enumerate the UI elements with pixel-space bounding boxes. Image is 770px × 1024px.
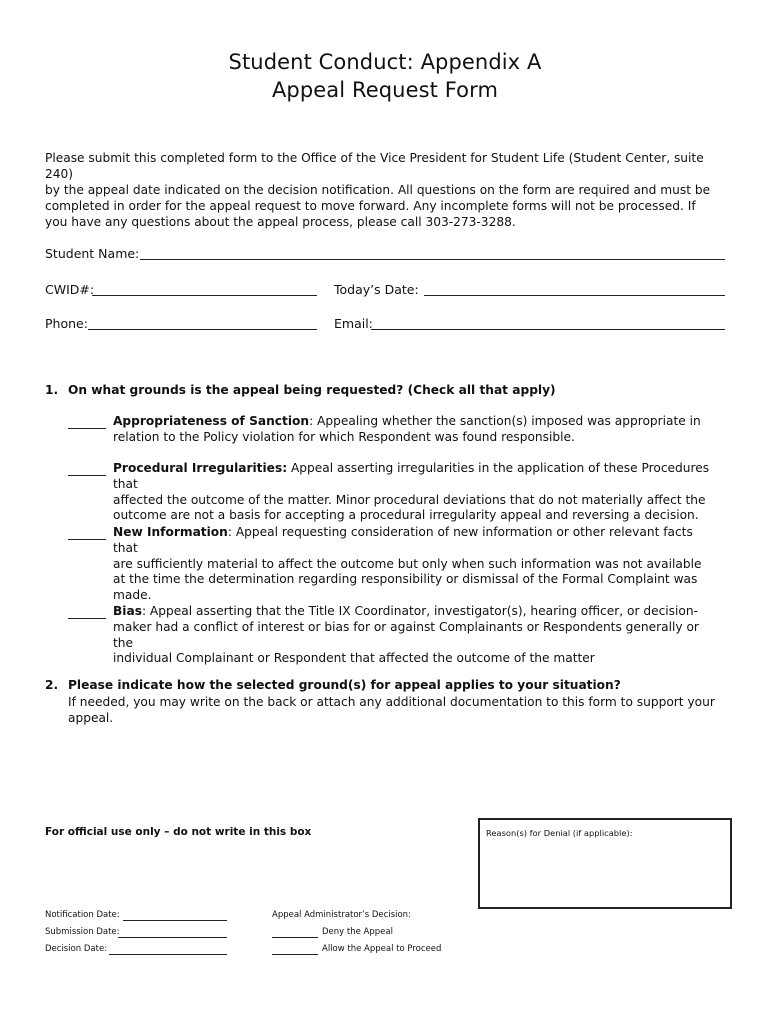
option-text: affected the outcome of the matter. Minor procedural deviations that do not materially affect the <box>113 492 706 507</box>
notification-date-label: Notification Date: <box>45 910 120 920</box>
question-1-text: On what grounds is the appeal being requested? (Check all that apply) <box>68 383 556 397</box>
deny-appeal-label: Deny the Appeal <box>322 927 393 937</box>
checkbox-blank-new-information[interactable] <box>68 539 106 540</box>
cwid-label: CWID#: <box>45 282 95 297</box>
option-text: individual Complainant or Respondent that affected the outcome of the matter <box>113 651 595 666</box>
checkbox-blank-sanction[interactable] <box>68 428 106 429</box>
option-appropriateness-of-sanction <box>113 414 713 446</box>
intro-line: completed in order for the appeal request to move forward. Any incomplete forms will not be processed. If <box>45 199 696 213</box>
official-use-heading: For official use only – do not write in this box <box>45 826 312 838</box>
intro-paragraph <box>45 150 735 230</box>
phone-label: Phone: <box>45 316 88 331</box>
student-name-label: Student Name: <box>45 246 140 261</box>
submission-date-field <box>118 937 227 938</box>
allow-checkbox-blank <box>272 954 318 955</box>
option-procedural-irregularities <box>113 461 713 524</box>
notification-date-field <box>123 920 227 921</box>
allow-appeal-label: Allow the Appeal to Proceed <box>322 944 442 954</box>
option-text: : Appealing whether the sanction(s) imposed was appropriate in <box>309 414 701 428</box>
intro-line: by the appeal date indicated on the decision notification. All questions on the form are required and must be <box>45 183 711 197</box>
option-text: maker had a conflict of interest or bias for or against Complainants or Respondents generally or the <box>113 619 699 650</box>
option-text: made. <box>113 588 152 603</box>
option-text: Appeal asserting irregularities in the application of these Procedures that <box>113 461 710 491</box>
option-text: : Appeal asserting that the Title IX Coordinator, investigator(s), hearing officer, or decision- <box>141 604 698 618</box>
denial-reason-box <box>478 818 732 909</box>
denial-reason-label: Reason(s) for Denial (if applicable): <box>486 828 633 838</box>
instruction-line: appeal. <box>68 711 114 725</box>
form-title-line1: Student Conduct: Appendix A <box>228 50 542 74</box>
option-new-information <box>113 525 713 604</box>
todays-date-field[interactable] <box>424 295 725 296</box>
decision-date-label: Decision Date: <box>45 944 108 954</box>
option-text: : Appeal requesting consideration of new information or other relevant facts that <box>113 525 693 555</box>
option-text: at the time the determination regarding responsibility or dismissal of the Formal Complaint was <box>113 572 698 587</box>
student-name-field[interactable] <box>140 259 725 260</box>
email-label: Email: <box>334 316 373 331</box>
option-bias <box>113 604 713 667</box>
cwid-field[interactable] <box>92 295 317 296</box>
todays-date-label: Today’s Date: <box>334 282 419 297</box>
admin-decision-label: Appeal Administrator’s Decision: <box>272 910 411 920</box>
option-label: New Information <box>113 525 228 539</box>
option-text: outcome are not a basis for accepting a procedural irregularity appeal and reversing a decision. <box>113 508 699 523</box>
form-title-line2: Appeal Request Form <box>271 78 499 102</box>
phone-field[interactable] <box>88 329 317 330</box>
option-label: Appropriateness of Sanction <box>113 414 310 428</box>
checkbox-blank-bias[interactable] <box>68 618 106 619</box>
question-2-number: 2. <box>45 678 59 692</box>
instruction-line: If needed, you may write on the back or attach any additional documentation to this form to support your <box>68 695 715 709</box>
submission-date-label: Submission Date: <box>45 927 120 937</box>
option-text: relation to the Policy violation for which Respondent was found responsible. <box>113 429 575 444</box>
question-2-instructions <box>68 694 728 726</box>
intro-line: Please submit this completed form to the Office of the Vice President for Student Life (Student Center, suite 240) <box>45 151 704 181</box>
question-1-number: 1. <box>45 383 59 397</box>
option-label: Procedural Irregularities: <box>113 461 288 475</box>
option-label: Bias <box>113 604 142 618</box>
checkbox-blank-procedural[interactable] <box>68 475 106 476</box>
email-field[interactable] <box>371 329 725 330</box>
deny-checkbox-blank <box>272 937 318 938</box>
question-2-text: Please indicate how the selected ground(s) for appeal applies to your situation? <box>68 678 621 692</box>
decision-date-field <box>109 954 227 955</box>
intro-line: you have any questions about the appeal process, please call 303-273-3288. <box>45 215 516 229</box>
option-text: are sufficiently material to affect the outcome but only when such information was not available <box>113 556 702 571</box>
